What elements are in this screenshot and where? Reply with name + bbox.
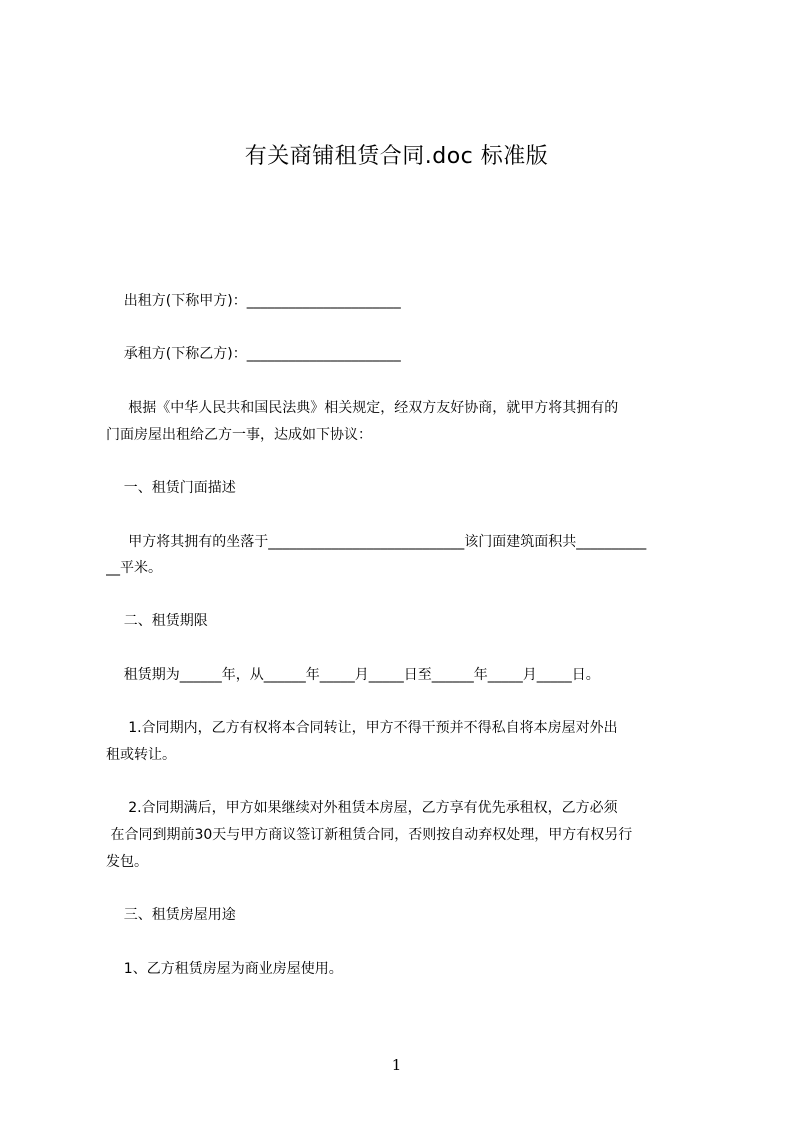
clause-1-line-1: 1.合同期内，乙方有权将本合同转让，甲方不得干预并不得私自将本房屋对外出 [106,720,618,736]
clause-2-line-3: 发包。 [106,854,148,870]
clause-2-line-2: 在合同到期前30天与甲方商议签订新租赁合同，否则按自动弃权处理，甲方有权另行 [106,827,633,843]
clause-1-line-2: 租或转让。 [106,747,176,763]
lessor-line: 出租方(下称甲方)：______________________ [106,293,401,309]
lessee-line: 承租方(下称乙方)：______________________ [106,346,401,362]
preamble-line-2: 门面房屋出租给乙方一事，达成如下协议： [106,427,372,443]
section-1-body-line-2: __平米。 [106,560,162,576]
section-3-heading: 三、租赁房屋用途 [106,907,236,923]
section-2-heading: 二、租赁期限 [106,613,208,629]
document-title: 有关商铺租赁合同.doc 标准版 [244,144,549,169]
preamble-line-1: 根据《中华人民共和国民法典》相关规定，经双方友好协商，就甲方将其拥有的 [106,400,619,416]
section-1-body-line-1: 甲方将其拥有的坐落于____________________________该门面建筑面积共__________ [106,534,647,550]
page-number: 1 [391,1056,402,1074]
clause-2-line-1: 2.合同期满后，甲方如果继续对外租赁本房屋，乙方享有优先承租权，乙方必须 [106,800,618,816]
lease-term-line: 租赁期为______年，从______年_____月_____日至______年_____月_____日。 [106,667,600,683]
section-3-clause-1: 1、乙方租赁房屋为商业房屋使用。 [106,961,343,977]
section-1-heading: 一、租赁门面描述 [106,480,236,496]
